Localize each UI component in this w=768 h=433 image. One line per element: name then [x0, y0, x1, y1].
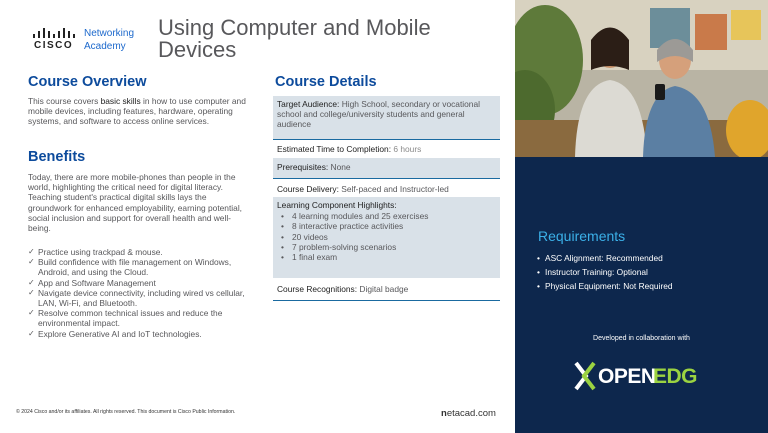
collaboration-note: Developed in collaboration with — [593, 335, 690, 342]
course-details-heading: Course Details — [275, 74, 377, 90]
overview-text-1: This course covers — [28, 96, 101, 106]
requirements-list — [537, 251, 673, 293]
requirement-item: • Physical Equipment: Not Required — [537, 279, 673, 293]
netacad-link[interactable] — [441, 408, 496, 419]
cisco-wordmark: CISCO — [34, 40, 74, 51]
prerequisites-value: None — [328, 162, 351, 172]
course-delivery-label: Course Delivery: — [277, 184, 339, 194]
benefits-heading: Benefits — [28, 149, 86, 165]
prerequisites-label: Prerequisites: — [277, 162, 329, 172]
recognition-row — [273, 281, 500, 299]
benefit-item: ✓ Explore Generative AI and IoT technologies. — [28, 329, 258, 339]
benefit-item: ✓ Navigate device connectivity, including wired vs cellular, LAN, Wi-Fi, and Bluetooth. — [28, 288, 258, 308]
page-title: Using Computer and Mobile Devices — [158, 15, 431, 62]
openedg-chevron-icon — [574, 361, 596, 391]
networking-academy-label — [84, 27, 134, 53]
target-audience-row — [273, 96, 500, 139]
estimated-time-value: 6 hours — [391, 144, 422, 154]
course-delivery-value: Self-paced and Instructor-led — [338, 184, 449, 194]
course-overview-text — [28, 96, 253, 127]
site-bold: n — [441, 408, 447, 419]
benefits-text: Today, there are more mobile-phones than people in the world, highlighting the critical need for digital literacy. Teaching student's practical digital skills lays the groundwork for enhanced employability, earning potential, social inclusion and support for overall health and well-being. — [28, 172, 243, 234]
copyright-notice: © 2024 Cisco and/or its affiliates. All rights reserved. This document is Cisco Public Information. — [16, 409, 236, 415]
estimated-time-label: Estimated Time to Completion: — [277, 144, 392, 154]
benefit-item: ✓ App and Software Management — [28, 278, 258, 288]
highlight-item: • 8 interactive practice activities — [281, 221, 496, 231]
requirements-heading: Requirements — [538, 228, 626, 244]
course-overview-heading: Course Overview — [28, 74, 147, 90]
highlight-item: • 20 videos — [281, 232, 496, 242]
target-audience-label: Target Audience: — [277, 99, 340, 109]
highlight-item: • 1 final exam — [281, 252, 496, 262]
divider — [273, 139, 500, 140]
openedg-edg-text: EDG — [653, 365, 698, 388]
requirement-item: • ASC Alignment: Recommended — [537, 251, 673, 265]
highlights-label: Learning Component Highlights: — [277, 200, 397, 210]
divider — [273, 178, 500, 179]
learners-photo — [515, 0, 768, 157]
requirement-item: • Instructor Training: Optional — [537, 265, 673, 279]
prerequisites-row — [273, 158, 500, 178]
highlights-list — [277, 211, 496, 262]
benefit-item: ✓ Resolve common technical issues and reduce the environmental impact. — [28, 308, 258, 328]
benefit-item: ✓ Practice using trackpad & mouse. — [28, 247, 258, 257]
benefits-list — [28, 247, 258, 339]
brand-subline-1: Networking — [84, 28, 135, 39]
openedg-open-text: OPEN — [598, 365, 656, 388]
recognition-label: Course Recognitions: — [277, 284, 358, 294]
cisco-bars-icon — [32, 27, 76, 41]
divider — [273, 300, 500, 301]
benefit-item: ✓ Build confidence with file management on Windows, Android, and using the Cloud. — [28, 257, 258, 277]
highlight-item: • 4 learning modules and 25 exercises — [281, 211, 496, 221]
overview-text-2: in how to use computer and mobile devices, including features, hardware, operating systems, and software to access online services. — [28, 96, 246, 127]
estimated-time-row — [273, 141, 500, 157]
overview-highlight: basic skills — [100, 96, 141, 106]
site-rest: etacad.com — [446, 408, 496, 419]
recognition-value: Digital badge — [357, 284, 409, 294]
highlight-item: • 7 problem-solving scenarios — [281, 242, 496, 252]
target-audience-value: High School, secondary or vocational school and college/university students and general audience — [277, 99, 480, 130]
course-delivery-row — [273, 181, 500, 197]
highlights-row — [273, 197, 500, 278]
brand-subline-2: Academy — [84, 41, 126, 52]
